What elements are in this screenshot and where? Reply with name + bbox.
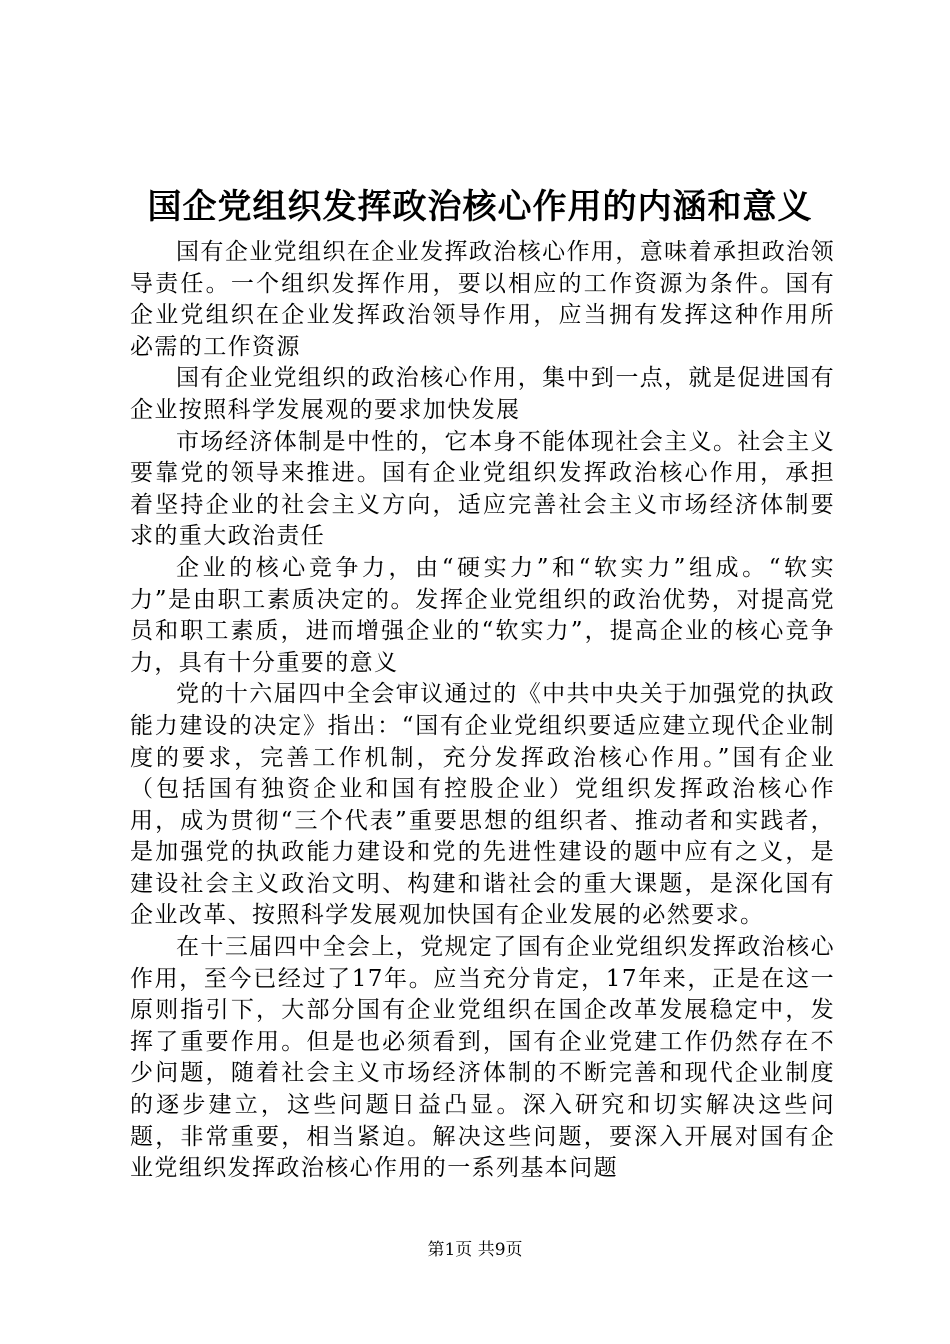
document-body [130,237,835,1185]
paragraph-6: 在十三届四中全会上，党规定了国有企业党组织发挥政治核心作用，至今已经过了17年。应当充分肯定，17年来，正是在这一原则指引下，大部分国有企业党组织在国企改革发展稳定中，发挥了重要作用。但是也必须看到，国有企业党建工作仍然存在不少问题，随着社会主义市场经济体制的不断完善和现代企业制度的逐步建立，这些问题日益凸显。深入研究和切实解决这些问题，非常重要，相当紧迫。解决这些问题，要深入开展对国有企业党组织发挥政治核心作用的一系列基本问题 [130,934,835,1182]
paragraph-4: 企业的核心竞争力，由“硬实力”和“软实力”组成。“软实力”是由职工素质决定的。发挥企业党组织的政治优势，对提高党员和职工素质，进而增强企业的“软实力”，提高企业的核心竞争力，具有十分重要的意义 [130,554,835,676]
document-title: 国企党组织发挥政治核心作用的内涵和意义 [147,187,813,227]
paragraph-3: 市场经济体制是中性的，它本身不能体现社会主义。社会主义要靠党的领导来推进。国有企业党组织发挥政治核心作用，承担着坚持企业的社会主义方向，适应完善社会主义市场经济体制要求的重大政治责任 [130,428,835,550]
paragraph-5: 党的十六届四中全会审议通过的《中共中央关于加强党的执政能力建设的决定》指出：“国有企业党组织要适应建立现代企业制度的要求，完善工作机制，充分发挥政治核心作用。”国有企业（包括国有独资企业和国有控股企业）党组织发挥政治核心作用，成为贯彻“三个代表”重要思想的组织者、推动者和实践者，是加强党的执政能力建设和党的先进性建设的题中应有之义，是建设社会主义政治文明、构建和谐社会的重大课题，是深化国有企业改革、按照科学发展观加快国有企业发展的必然要求。 [130,681,835,929]
page-number-footer: 第1页 共9页 [427,1240,523,1260]
paragraph-1: 国有企业党组织在企业发挥政治核心作用，意味着承担政治领导责任。一个组织发挥作用，要以相应的工作资源为条件。国有企业党组织在企业发挥政治领导作用，应当拥有发挥这种作用所必需的工作资源 [130,239,835,360]
paragraph-2: 国有企业党组织的政治核心作用，集中到一点，就是促进国有企业按照科学发展观的要求加快发展 [130,365,835,423]
